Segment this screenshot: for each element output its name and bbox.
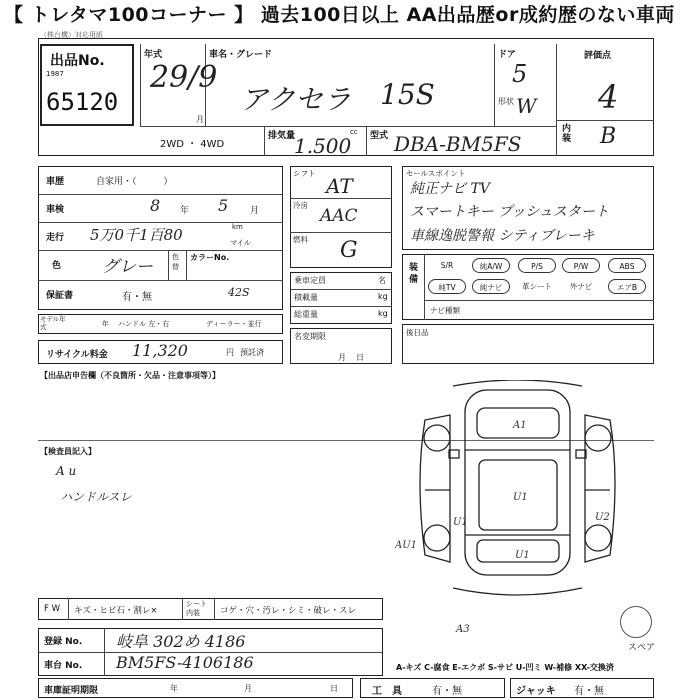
- registration-label: 登録 No.: [44, 637, 83, 647]
- spare-label: スペア: [628, 643, 656, 653]
- score-label: 評価点: [584, 51, 612, 61]
- interior-label: 内装: [562, 124, 572, 144]
- model-year-dealer: ディーラー・並行: [206, 320, 262, 328]
- history-label: 車歴: [46, 177, 65, 187]
- doors-value: 5: [512, 60, 528, 88]
- banner-title: 【 トレタマ100コーナー 】 過去100日以上 AA出品歴or成約歴のない車両: [0, 0, 700, 30]
- cert-label: 車庫証明期限: [44, 686, 99, 696]
- cert-year: 年: [170, 684, 178, 693]
- shape-label: 形状: [498, 97, 514, 106]
- seat-text: コゲ・穴・汚レ・シミ・破レ・スレ: [220, 606, 357, 616]
- doors-label: ドア: [498, 50, 516, 60]
- equip-tv: 純TV: [428, 279, 466, 294]
- model-name: アクセラ: [240, 83, 352, 116]
- mileage-unit2: マイル: [230, 239, 251, 247]
- equip-alloy: 純A/W: [472, 258, 510, 273]
- aircon-label: 冷房: [293, 201, 308, 210]
- inspector-note-1: A u: [56, 464, 77, 478]
- diagram-mark-a3-label: A3: [456, 624, 470, 635]
- fuel-value: G: [340, 238, 358, 263]
- equip-ext-navi: 外ナビ: [569, 282, 593, 291]
- inspection-month-unit: 月: [250, 206, 260, 216]
- equip-navi: 純ナビ: [472, 279, 510, 294]
- cert-month: 月: [244, 684, 252, 693]
- aircon-value: AAC: [320, 206, 358, 226]
- sales-point-line-1: 純正ナビ TV: [410, 181, 490, 197]
- equip-ps: P/S: [518, 258, 556, 273]
- diagram-mark-u1-left: U1: [453, 517, 468, 528]
- color-value: グレー: [102, 257, 153, 277]
- score-value: 4: [598, 78, 619, 116]
- color-label: 色: [52, 261, 62, 271]
- capacity-label: 乗車定員: [294, 276, 326, 285]
- displacement-unit: cc: [350, 128, 358, 136]
- drive-label: 2WD ・ 4WD: [160, 139, 225, 150]
- model-grade: 15S: [380, 78, 435, 111]
- fuel-label: 燃料: [293, 235, 308, 244]
- recycle-note: 預託済: [240, 348, 264, 357]
- mileage-label: 走行: [46, 233, 65, 243]
- subheader: （株台機）対応用紙: [40, 31, 103, 39]
- year-value: 29/9: [150, 60, 218, 95]
- inspection-label: 車検: [46, 205, 65, 215]
- diagram-mark-au1: AU1: [395, 540, 418, 551]
- jack-value: 有・無: [574, 686, 604, 697]
- equip-airbag: エアB: [608, 279, 646, 294]
- equip-abs: ABS: [608, 258, 646, 273]
- type-label: 型式: [370, 131, 389, 141]
- shift-label: シフト: [293, 169, 316, 178]
- mileage-unit: km: [232, 223, 243, 231]
- legend-fw: F W: [44, 604, 60, 614]
- diagram-mark-a1: A1: [513, 420, 527, 431]
- defects-header: 【出品店申告欄（不良箇所・欠品・注意事項等）】: [40, 371, 220, 380]
- inspection-year-unit: 年: [180, 206, 190, 216]
- equip-leather: 革シート: [522, 282, 552, 291]
- registration-value: 岐阜 302め 4186: [116, 632, 246, 651]
- weight-label: 総重量: [294, 310, 318, 319]
- recycle-label: リサイクル料金: [46, 350, 108, 360]
- displacement-label: 排気量: [268, 131, 296, 141]
- model-label: 車名・グレード: [209, 50, 273, 60]
- lot-small: 1987: [46, 70, 64, 78]
- displacement-value: 1.500: [294, 134, 352, 158]
- jack-label: ジャッキ: [516, 686, 556, 697]
- equip-sr: S/R: [440, 261, 454, 270]
- seat-label: シート内装: [186, 600, 207, 617]
- mileage-value: 5万0千1百80: [90, 226, 183, 244]
- model-year-handle: ハンドル 左・右: [118, 320, 170, 328]
- inspection-year: 8: [150, 196, 161, 215]
- sales-point-line-2: スマートキー プッシュスタート: [410, 204, 609, 220]
- legend-codes: A-キズ C-腐食 E-エクボ S-サビ U-凹ミ W-補修 XX-交換済: [396, 663, 614, 672]
- color-change-label: 色替: [172, 253, 179, 271]
- chassis-value: BM5FS-4106186: [116, 653, 254, 672]
- notes-label: 後日品: [406, 328, 429, 337]
- equip-pw: P/W: [562, 258, 600, 273]
- spare-tire-icon: [620, 606, 652, 638]
- lot-label: 出品No.: [50, 53, 105, 69]
- load-label: 積載量: [294, 293, 318, 302]
- lot-number: 65120: [46, 88, 119, 116]
- inspection-month: 5: [218, 196, 229, 215]
- sales-point-line-3: 車線逸脱警報 シティブレーキ: [410, 228, 595, 244]
- interior-value: B: [600, 124, 617, 149]
- tools-label: 工 具: [372, 686, 402, 697]
- recycle-unit: 円: [226, 348, 234, 357]
- year-label: 年式: [144, 50, 163, 60]
- shift-value: AT: [326, 174, 353, 198]
- sales-points-label: セールスポイント: [406, 169, 466, 178]
- capacity-unit: 名: [378, 276, 386, 285]
- colorno-label: カラーNo.: [190, 253, 230, 262]
- shape-value: W: [516, 94, 537, 118]
- equipment-label: 装備: [409, 263, 419, 285]
- type-value: DBA-BM5FS: [394, 132, 522, 156]
- model-year-year: 年: [102, 320, 109, 328]
- name-change-label: 名変期限: [294, 332, 326, 341]
- chassis-label: 車台 No.: [44, 661, 83, 671]
- diagram-mark-u1-rear: U1: [515, 550, 530, 561]
- cert-day: 日: [330, 684, 338, 693]
- year-suffix: 月: [196, 115, 204, 124]
- warranty-value: 有・無: [122, 292, 152, 303]
- legend-text: キズ・ヒビ石・割レ×: [74, 606, 158, 616]
- name-change-unit: 月日: [338, 353, 374, 362]
- recycle-value: 11,320: [132, 341, 188, 360]
- inspector-note-2: ハンドルスレ: [60, 490, 132, 504]
- car-damage-diagram: [395, 380, 645, 605]
- warranty-label: 保証書: [46, 291, 74, 301]
- load-unit: kg: [378, 292, 388, 301]
- diagram-mark-u2: U2: [595, 512, 610, 523]
- diagram-mark-u1-roof: U1: [513, 492, 528, 503]
- history-value: 自家用・（ ）: [96, 177, 173, 187]
- inspector-header: 【検査員記入】: [40, 447, 96, 456]
- colorno-value: 42S: [228, 286, 250, 299]
- weight-unit: kg: [378, 309, 388, 318]
- notes-box: [402, 324, 654, 364]
- model-year-label: モデル年式: [40, 315, 66, 331]
- tools-value: 有・無: [432, 686, 462, 697]
- navi-type-label: ナビ種類: [430, 306, 460, 315]
